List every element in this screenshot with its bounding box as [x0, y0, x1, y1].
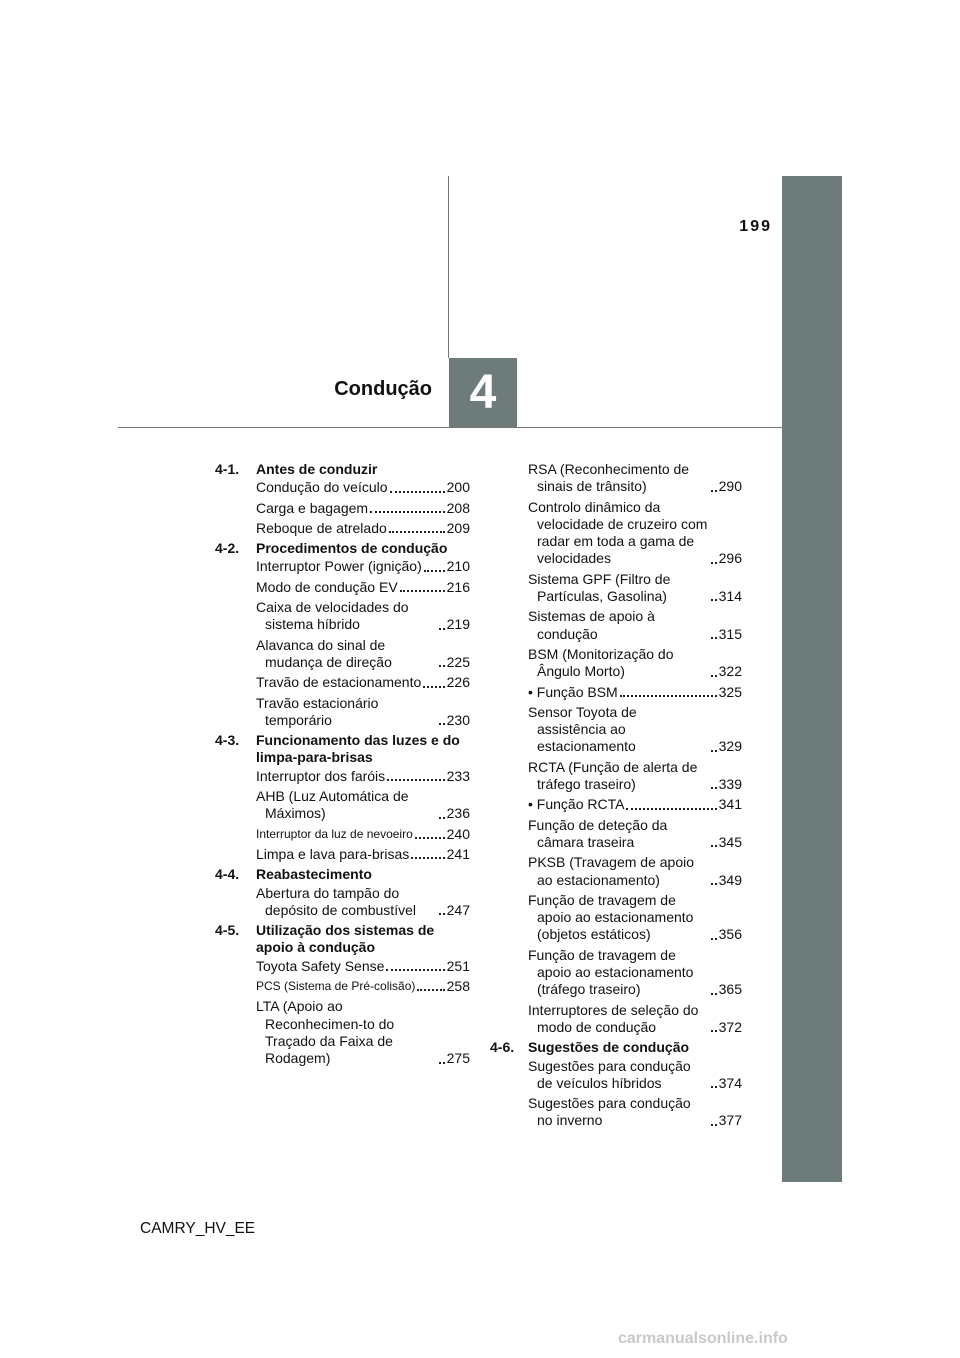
chapter-side-tab	[782, 176, 842, 1182]
toc-entry-label: AHB (Luz Automática de Máximos)	[256, 788, 409, 822]
header-horizontal-rule	[118, 427, 782, 428]
toc-entry-page: 372	[718, 1018, 742, 1035]
toc-entry-page: 315	[718, 625, 742, 642]
toc-entry	[528, 571, 742, 606]
toc-entry	[256, 695, 470, 730]
toc-entry-page: 236	[446, 805, 470, 822]
toc-dot-leader	[439, 1062, 445, 1064]
toc-entry	[528, 608, 742, 643]
toc-entry-page: 322	[718, 663, 742, 680]
toc-entry-page: 341	[718, 796, 742, 813]
toc-entry-page: 258	[446, 978, 470, 995]
toc-entry-page: 233	[446, 767, 470, 784]
toc-entry-page: 230	[446, 711, 470, 728]
toc-entry-label: RSA (Reconhecimento de sinais de trânsito)	[528, 461, 690, 495]
toc-entry	[528, 1095, 742, 1130]
toc-entry-label: Abertura do tampão do depósito de combustível	[256, 884, 416, 918]
toc-section-heading	[215, 461, 470, 478]
toc-entry-label: LTA (Apoio ao Reconhecimen-to do Traçado da Faixa de Rodagem)	[256, 998, 395, 1067]
toc-dot-leader	[415, 837, 445, 839]
toc-entry-label: Toyota Safety Sense	[256, 957, 385, 974]
toc-section-number: 4-4.	[215, 866, 240, 883]
toc-entry	[528, 947, 742, 999]
toc-entry-label: Reboque de atrelado	[256, 519, 387, 536]
toc-entry-label: Sugestões para condução no inverno	[528, 1095, 691, 1129]
toc-entry	[256, 978, 470, 995]
toc-dot-leader	[386, 969, 444, 971]
toc-section-title: Antes de conduzir	[256, 461, 378, 477]
toc-entry-label: Alavanca do sinal de mudança de direção	[256, 636, 392, 670]
toc-entry-label: Modo de condução EV	[256, 578, 398, 595]
toc-dot-leader	[400, 590, 445, 592]
toc-entry-page: 240	[446, 825, 470, 842]
toc-entry	[256, 826, 470, 843]
toc-dot-leader	[711, 1124, 717, 1126]
toc-entry-page: 200	[446, 479, 470, 496]
toc-entry	[528, 461, 742, 496]
toc-dot-leader	[439, 665, 445, 667]
toc-entry-label: Carga e bagagem	[256, 499, 369, 516]
toc-section-heading	[215, 732, 470, 767]
toc-section-number: 4-1.	[215, 461, 240, 477]
toc-dot-leader	[424, 570, 445, 572]
toc-dot-leader	[439, 723, 445, 725]
chapter-title: Condução	[334, 378, 432, 400]
toc-entry	[528, 1002, 742, 1037]
toc-entry-label: Função de deteção da câmara traseira	[528, 816, 668, 850]
toc-entry-page: 208	[446, 499, 470, 516]
toc-entry-label: Limpa e lava para-brisas	[256, 845, 410, 862]
toc-entry-page: 247	[446, 901, 470, 918]
toc-entry	[528, 854, 742, 889]
toc-dot-leader	[417, 989, 444, 991]
header-vertical-rule	[448, 176, 449, 358]
toc-section-heading	[215, 866, 470, 883]
toc-entry-page: 216	[446, 578, 470, 595]
toc-entry-label: Sistemas de apoio à condução	[528, 608, 655, 642]
toc-dot-leader	[370, 511, 445, 513]
toc-entry-label: Condução do veículo	[256, 479, 388, 496]
toc-entry-page: 365	[718, 981, 742, 998]
toc-dot-leader	[626, 808, 716, 810]
toc-entry-label: • Função RCTA	[528, 796, 625, 813]
page-number: 199	[739, 218, 772, 235]
toc-entry-label: Interruptores de seleção do modo de condução	[528, 1001, 699, 1035]
chapter-number-box: 4	[449, 358, 517, 427]
toc-dot-leader	[711, 883, 717, 885]
toc-entry-label: Sensor Toyota de assistência ao estacionamento	[528, 703, 637, 755]
toc-entry-label: Interruptor Power (ignição)	[256, 558, 422, 575]
toc-entry-label: RCTA (Função de alerta de tráfego traseiro)	[528, 758, 698, 793]
toc-entry	[256, 520, 470, 537]
toc-entry-label: Sugestões para condução de veículos híbridos	[528, 1057, 691, 1091]
toc-dot-leader	[711, 1030, 717, 1032]
toc-entry	[528, 892, 742, 944]
toc-section-number: 4-2.	[215, 540, 240, 557]
toc-section-number: 4-6.	[490, 1039, 515, 1056]
toc-entry-label: Sistema GPF (Filtro de Partículas, Gasolina)	[528, 570, 671, 605]
toc-section-number: 4-5.	[215, 922, 240, 939]
toc-left-column	[215, 461, 470, 1071]
toc-dot-leader	[711, 938, 717, 940]
toc-dot-leader	[387, 779, 444, 781]
toc-dot-leader	[411, 857, 444, 859]
toc-entry-label: PKSB (Travagem de apoio ao estacionamento)	[528, 854, 695, 888]
toc-dot-leader	[711, 993, 717, 995]
toc-dot-leader	[711, 845, 717, 847]
toc-entry-label: BSM (Monitorização do Ângulo Morto)	[528, 645, 674, 680]
toc-entry-label: Travão estacionário temporário	[256, 694, 379, 728]
toc-entry	[528, 1058, 742, 1093]
toc-dot-leader	[439, 913, 445, 915]
toc-entry-page: 374	[718, 1074, 742, 1091]
toc-dot-leader	[711, 490, 717, 492]
toc-entry-page: 349	[718, 871, 742, 888]
toc-entry-page: 219	[446, 616, 470, 633]
toc-dot-leader	[439, 628, 445, 630]
toc-dot-leader	[439, 817, 445, 819]
toc-dot-leader	[711, 637, 717, 639]
toc-entry	[256, 885, 470, 920]
toc-section-heading	[215, 540, 470, 557]
toc-entry	[528, 684, 742, 701]
toc-section-title: Utilização dos sistemas de apoio à condução	[256, 922, 435, 956]
toc-entry-page: 377	[718, 1112, 742, 1129]
toc-entry	[256, 998, 470, 1067]
toc-section-heading	[215, 922, 470, 957]
toc-entry	[256, 674, 470, 691]
toc-section-heading	[490, 1039, 742, 1056]
toc-section-title: Procedimentos de condução	[256, 540, 448, 557]
toc-dot-leader	[711, 750, 717, 752]
toc-entry-page: 209	[446, 519, 470, 536]
toc-entry-page: 290	[718, 478, 742, 495]
toc-entry	[528, 646, 742, 681]
toc-entry	[256, 558, 470, 575]
toc-entry	[528, 704, 742, 756]
toc-entry-page: 275	[446, 1050, 470, 1067]
toc-entry-label: Controlo dinâmico da velocidade de cruzeiro com radar em toda a gama de velocidades	[528, 498, 708, 567]
toc-entry-label: • Função BSM	[528, 683, 618, 700]
toc-section-title: Funcionamento das luzes e do limpa-para-brisas	[256, 732, 460, 766]
toc-dot-leader	[711, 1086, 717, 1088]
footer-model-code: CAMRY_HV_EE	[140, 1220, 256, 1237]
toc-entry-page: 210	[446, 558, 470, 575]
toc-entry-page: 325	[718, 683, 742, 700]
toc-entry-label: Travão de estacionamento	[256, 674, 422, 691]
toc-entry-label: Função de travagem de apoio ao estacionamento (objetos estáticos)	[528, 891, 694, 943]
toc-entry-page: 241	[446, 845, 470, 862]
toc-entry	[528, 817, 742, 852]
toc-entry	[256, 579, 470, 596]
toc-dot-leader	[711, 787, 717, 789]
toc-entry	[256, 637, 470, 672]
toc-entry-page: 225	[446, 653, 470, 670]
toc-entry	[528, 759, 742, 794]
toc-dot-leader	[423, 686, 444, 688]
toc-entry-page: 356	[718, 926, 742, 943]
toc-entry	[256, 768, 470, 785]
toc-right-column	[490, 461, 742, 1133]
toc-dot-leader	[390, 491, 445, 493]
toc-entry-label: Interruptor dos faróis	[256, 767, 386, 784]
toc-entry-label: Interruptor da luz de nevoeiro	[256, 826, 413, 841]
watermark-text: carmanualsonline.info	[618, 1330, 788, 1347]
toc-entry-page: 339	[718, 776, 742, 793]
toc-entry	[528, 499, 742, 568]
toc-dot-leader	[711, 599, 717, 601]
toc-entry-label: Função de travagem de apoio ao estacionamento (tráfego traseiro)	[528, 946, 694, 998]
toc-entry-page: 329	[718, 738, 742, 755]
toc-entry	[256, 846, 470, 863]
toc-section-title: Sugestões de condução	[528, 1039, 690, 1056]
toc-entry	[256, 500, 470, 517]
toc-entry-page: 345	[718, 833, 742, 850]
toc-entry-page: 251	[446, 957, 470, 974]
toc-dot-leader	[389, 531, 445, 533]
toc-dot-leader	[711, 562, 717, 564]
toc-dot-leader	[620, 695, 717, 697]
toc-entry	[528, 796, 742, 813]
toc-dot-leader	[711, 675, 717, 677]
toc-section-title: Reabastecimento	[256, 866, 372, 883]
toc-entry-page: 226	[446, 674, 470, 691]
toc-entry-page: 296	[718, 550, 742, 567]
toc-entry	[256, 958, 470, 975]
toc-section-number: 4-3.	[215, 732, 240, 749]
toc-entry-label: Caixa de velocidades do sistema híbrido	[256, 599, 409, 633]
toc-entry	[256, 599, 470, 634]
toc-entry	[256, 479, 470, 496]
toc-entry-label: PCS (Sistema de Pré-colisão)	[256, 979, 416, 994]
toc-entry	[256, 788, 470, 823]
toc-entry-page: 314	[718, 588, 742, 605]
